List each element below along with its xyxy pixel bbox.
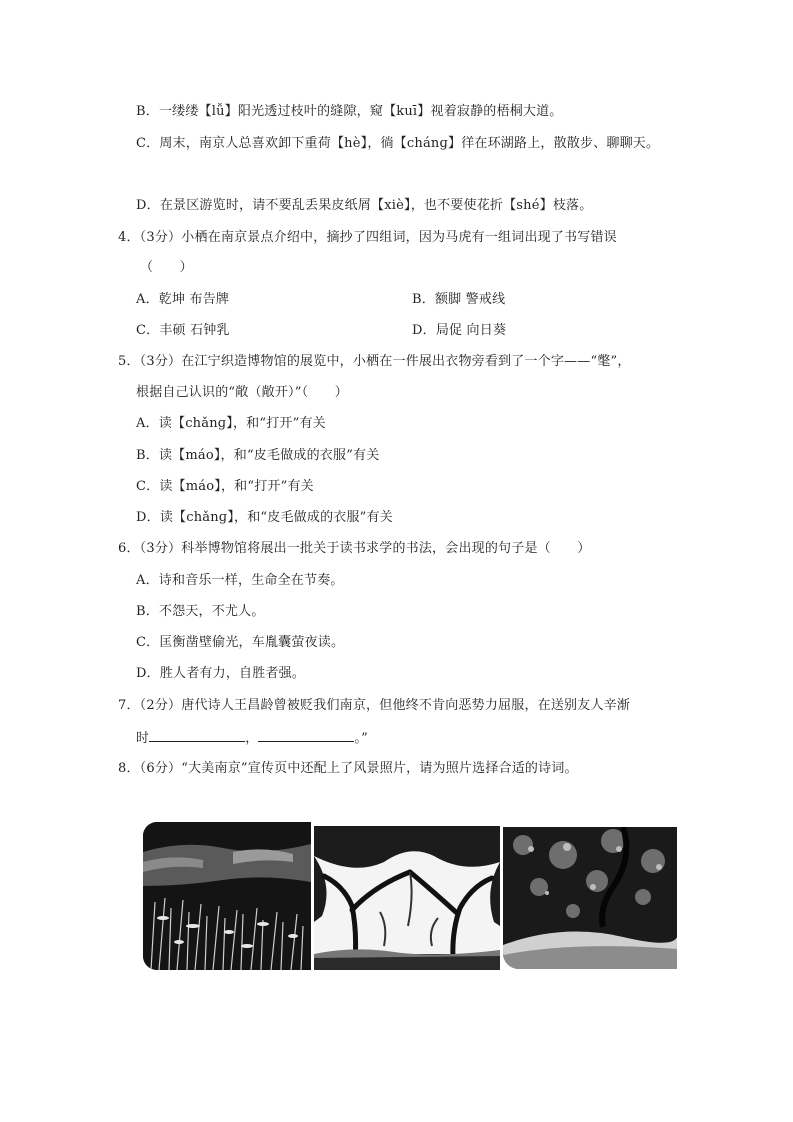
q7-stem: 7．（2分）唐代诗人王昌龄曾被贬我们南京，但他终不肯向恶势力屈服，在送别友人辛渐 bbox=[118, 698, 631, 713]
q5-stem-line2: 根据自己认识的“敞（敞开）”（ ） bbox=[136, 385, 348, 400]
q7-blank-1[interactable] bbox=[149, 727, 245, 742]
q3-option-c: C．周末，南京人总喜欢卸下重荷【hè】，徜【chánɡ】徉在环湖路上，散散步、聊聊天。 bbox=[136, 136, 660, 151]
q6-option-b: B．不怨天，不尤人。 bbox=[136, 604, 265, 619]
q5-stem-line1: 5．（3分）在江宁织造博物馆的展览中，小栖在一件展出衣物旁看到了一个字——“氅”， bbox=[118, 354, 631, 369]
q5-option-a: A．读【chǎnɡ】，和“打开”有关 bbox=[136, 416, 326, 431]
q3-option-b: B．一缕缕【lǚ】阳光透过枝叶的缝隙，窥【kuī】视着寂静的梧桐大道。 bbox=[136, 104, 563, 119]
q7-comma: ， bbox=[245, 731, 259, 746]
q7-end: 。” bbox=[354, 731, 368, 746]
q8-stem: 8．（6分）“大美南京”宣传页中还配上了风景照片，请为照片选择合适的诗词。 bbox=[118, 761, 578, 776]
q4-paren: （ ） bbox=[140, 260, 193, 275]
q4-option-b: B．额脚 警戒线 bbox=[412, 292, 506, 307]
q4-option-a: A．乾坤 布告牌 bbox=[136, 292, 230, 307]
landscape-photo-3 bbox=[503, 827, 677, 969]
q4-stem: 4．（3分）小栖在南京景点介绍中，摘抄了四组词，因为马虎有一组词出现了书写错误 bbox=[118, 230, 617, 245]
q3-option-d: D．在景区游览时，请不要乱丢果皮纸屑【xiè】，也不要使花折【shé】枝落。 bbox=[136, 198, 593, 213]
q7-blank-2[interactable] bbox=[258, 727, 354, 742]
q6-stem: 6．（3分）科举博物馆将展出一批关于读书求学的书法，会出现的句子是（ ） bbox=[118, 541, 591, 556]
q7-answer-line bbox=[136, 727, 368, 749]
q5-option-b: B．读【máo】，和“皮毛做成的衣服”有关 bbox=[136, 448, 380, 463]
q5-option-d: D．读【chǎnɡ】，和“皮毛做成的衣服”有关 bbox=[136, 510, 393, 525]
q6-option-c: C．匡衡凿壁偷光，车胤囊萤夜读。 bbox=[136, 635, 345, 650]
q4-option-d: D．局促 向日葵 bbox=[412, 323, 507, 338]
q6-option-a: A．诗和音乐一样，生命全在节奏。 bbox=[136, 573, 344, 588]
q7-time-text: 时 bbox=[136, 731, 150, 746]
q4-option-c: C．丰硕 石钟乳 bbox=[136, 323, 230, 338]
q5-option-c: C．读【máo】，和“打开”有关 bbox=[136, 479, 314, 494]
landscape-photo-2 bbox=[314, 826, 500, 970]
q6-option-d: D．胜人者有力，自胜者强。 bbox=[136, 666, 306, 681]
landscape-photo-1 bbox=[143, 822, 311, 970]
